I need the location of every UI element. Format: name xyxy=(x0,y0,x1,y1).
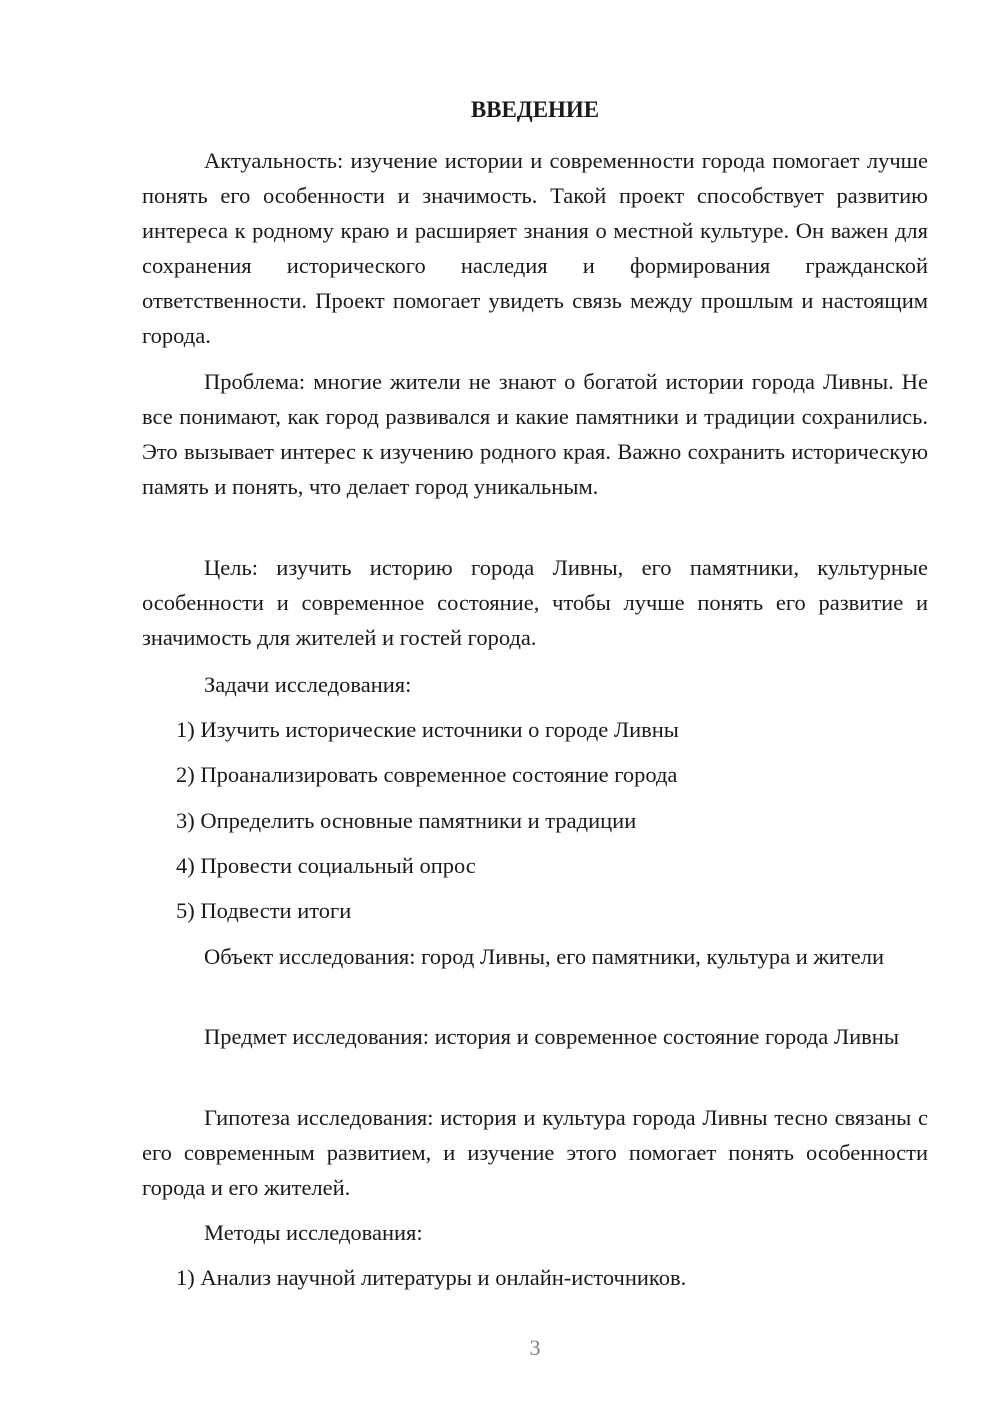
task-item-1: 1) Изучить исторические источники о городе Ливны xyxy=(176,717,679,742)
page-number: 3 xyxy=(529,1335,541,1360)
subject-paragraph: Предмет исследования: история и современное состояние города Ливны xyxy=(204,1024,899,1049)
tasks-heading: Задачи исследования: xyxy=(204,672,412,697)
task-item-3: 3) Определить основные памятники и традиции xyxy=(176,808,637,833)
goal-paragraph: Цель: изучить историю города Ливны, его памятники, культурные особенности и современное состояние, чтобы лучше понять его развитие и значимость для жителей и гостей города. xyxy=(142,555,928,650)
task-item-5: 5) Подвести итоги xyxy=(176,898,352,923)
hypothesis-paragraph: Гипотеза исследования: история и культура города Ливны тесно связаны с его современным развитием, и изучение этого помогает понять особенности города и его жителей. xyxy=(142,1105,928,1200)
task-item-4: 4) Провести социальный опрос xyxy=(176,853,476,878)
task-item-2: 2) Проанализировать современное состояние города xyxy=(176,762,678,787)
document-page xyxy=(142,0,928,1414)
method-item-1: 1) Анализ научной литературы и онлайн-источников. xyxy=(176,1265,687,1290)
problem-paragraph: Проблема: многие жители не знают о богатой истории города Ливны. Не все понимают, как город развивался и какие памятники и традиции сохранились. Это вызывает интерес к изучению родного края. Важно сохранить историческую память и понять, что делает город уникальным. xyxy=(142,369,928,499)
object-paragraph: Объект исследования: город Ливны, его памятники, культура и жители xyxy=(204,944,885,969)
page-title: ВВЕДЕНИЕ xyxy=(470,97,600,122)
relevance-paragraph: Актуальность: изучение истории и современности города помогает лучше понять его особенности и значимость. Такой проект способствует развитию интереса к родному краю и расширяет знания о местной культуре. Он важен для сохранения исторического наследия и формирования гражданской ответственности. Проект помогает увидеть связь между прошлым и настоящим города. xyxy=(142,148,928,348)
methods-heading: Методы исследования: xyxy=(204,1220,423,1245)
